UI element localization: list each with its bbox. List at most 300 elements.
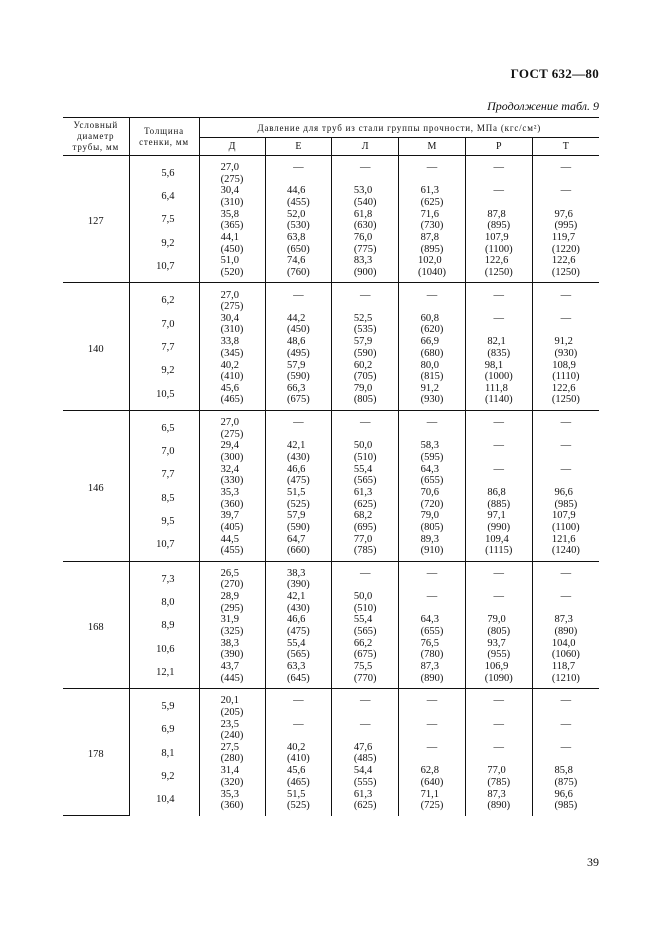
pressure-kgf bbox=[293, 174, 304, 186]
pressure-kgf: (1100) bbox=[552, 521, 580, 533]
pressure-kgf: (1110) bbox=[552, 371, 580, 383]
diameter-group bbox=[63, 283, 599, 410]
pressure-kgf: (770) bbox=[353, 672, 377, 684]
pressure-kgf: (590) bbox=[287, 521, 310, 533]
pressure-kgf: (455) bbox=[287, 196, 310, 208]
pressure-cell bbox=[465, 788, 532, 815]
wall-thickness-cell: 9,2 bbox=[129, 359, 199, 382]
pressure-kgf: (1090) bbox=[484, 672, 513, 684]
pressure-mpa: — bbox=[560, 185, 572, 197]
pressure-mpa: — bbox=[359, 417, 371, 429]
pressure-mpa: 107,9 bbox=[484, 232, 509, 244]
pressure-mpa: — bbox=[359, 289, 371, 301]
pressure-mpa: 80,0 bbox=[420, 359, 439, 371]
pressure-mpa: 87,8 bbox=[487, 208, 506, 220]
wall-thickness-cell: 8,9 bbox=[129, 614, 199, 637]
pressure-kgf: (1250) bbox=[551, 394, 580, 406]
pressure-cell bbox=[465, 336, 532, 359]
pressure-mpa: 44,5 bbox=[220, 533, 239, 545]
pressure-mpa: 55,4 bbox=[353, 463, 373, 475]
pressure-kgf: (630) bbox=[353, 220, 377, 232]
pressure-cell bbox=[332, 313, 399, 336]
pressure-cell bbox=[532, 383, 599, 411]
pressure-mpa: — bbox=[493, 312, 505, 324]
pressure-kgf bbox=[561, 429, 572, 441]
pressure-mpa: 44,6 bbox=[287, 185, 306, 197]
table-row bbox=[63, 255, 599, 283]
column-header-diameter: Условный диаметр трубы, мм bbox=[63, 118, 129, 156]
pressure-cell bbox=[332, 383, 399, 411]
table-row bbox=[63, 209, 599, 232]
pressure-mpa: 27,5 bbox=[220, 741, 239, 753]
wall-thickness-cell: 6,9 bbox=[129, 719, 199, 742]
pressure-cell bbox=[199, 614, 265, 637]
pressure-cell bbox=[532, 313, 599, 336]
pressure-cell bbox=[265, 661, 332, 689]
pressure-mpa: 89,3 bbox=[420, 533, 439, 545]
pressure-mpa: — bbox=[426, 417, 438, 429]
pressure-cell bbox=[265, 313, 332, 336]
pressure-mpa: 33,8 bbox=[220, 336, 239, 348]
pressure-mpa: 35,3 bbox=[220, 788, 239, 800]
pressure-kgf: (475) bbox=[287, 625, 310, 637]
pressure-kgf: (625) bbox=[353, 800, 377, 812]
pressure-cell bbox=[532, 765, 599, 788]
pressure-mpa: — bbox=[359, 567, 371, 579]
pressure-cell bbox=[465, 614, 532, 637]
pressure-cell bbox=[465, 359, 532, 382]
pressure-cell bbox=[399, 614, 466, 637]
pressure-kgf: (410) bbox=[220, 371, 244, 383]
pressure-kgf: (455) bbox=[220, 545, 244, 557]
pressure-kgf: (985) bbox=[554, 498, 578, 510]
pressure-kgf: (705) bbox=[353, 371, 377, 383]
pressure-mpa: 79,0 bbox=[353, 382, 373, 394]
pressure-cell bbox=[532, 719, 599, 742]
pressure-cell bbox=[465, 464, 532, 487]
pressure-mpa: — bbox=[293, 162, 304, 174]
pressure-cell bbox=[199, 638, 265, 661]
pressure-mpa: 61,3 bbox=[353, 487, 373, 498]
pressure-cell bbox=[399, 156, 466, 186]
pressure-kgf: (270) bbox=[220, 579, 244, 591]
wall-thickness-cell: 8,0 bbox=[129, 591, 199, 614]
table-row bbox=[63, 313, 599, 336]
pressure-mpa: — bbox=[560, 440, 572, 452]
column-header-wall-thickness: Толщина стенки, мм bbox=[129, 118, 199, 156]
pressure-cell bbox=[199, 255, 265, 283]
pressure-kgf: (890) bbox=[487, 800, 511, 812]
pressure-mpa: — bbox=[426, 741, 438, 753]
pressure-kgf: (485) bbox=[353, 753, 377, 765]
pressure-mpa: 76,0 bbox=[353, 232, 373, 244]
pressure-cell bbox=[532, 661, 599, 689]
pressure-mpa: 91,2 bbox=[554, 336, 573, 348]
pressure-kgf bbox=[427, 707, 438, 719]
pressure-mpa: 79,0 bbox=[487, 614, 506, 626]
pressure-cell bbox=[532, 336, 599, 359]
pressure-cell bbox=[332, 487, 399, 510]
pressure-kgf: (535) bbox=[353, 324, 377, 336]
wall-thickness-cell: 7,3 bbox=[129, 561, 199, 591]
pressure-kgf: (725) bbox=[420, 800, 444, 812]
pressure-cell bbox=[332, 440, 399, 463]
pressure-mpa: — bbox=[560, 162, 572, 174]
wall-thickness-cell: 10,6 bbox=[129, 638, 199, 661]
table-row bbox=[63, 719, 599, 742]
pressure-cell bbox=[532, 591, 599, 614]
pressure-kgf bbox=[561, 452, 572, 464]
table-row bbox=[63, 661, 599, 689]
table-row bbox=[63, 359, 599, 382]
pressure-kgf: (1210) bbox=[551, 672, 580, 684]
pressure-kgf: (520) bbox=[220, 266, 244, 278]
pressure-cell bbox=[332, 336, 399, 359]
wall-thickness-cell: 7,0 bbox=[129, 313, 199, 336]
pressure-kgf: (590) bbox=[353, 347, 377, 359]
pressure-mpa: 27,0 bbox=[220, 289, 239, 301]
pressure-kgf: (775) bbox=[353, 243, 377, 255]
pressure-cell bbox=[399, 638, 466, 661]
pressure-cell bbox=[532, 638, 599, 661]
pressure-kgf: (510) bbox=[353, 451, 377, 463]
table-row bbox=[63, 440, 599, 463]
pressure-cell bbox=[265, 689, 332, 719]
pressure-mpa: 32,4 bbox=[220, 463, 239, 475]
pressure-mpa: 77,0 bbox=[353, 533, 373, 545]
pressure-mpa: — bbox=[293, 695, 304, 707]
pressure-mpa: — bbox=[560, 289, 572, 301]
pressure-cell bbox=[199, 359, 265, 382]
wall-thickness-cell: 7,0 bbox=[129, 440, 199, 463]
pressure-kgf: (360) bbox=[220, 498, 244, 510]
pressure-cell bbox=[199, 383, 265, 411]
table-row bbox=[63, 765, 599, 788]
pressure-mpa: 122,6 bbox=[551, 255, 576, 267]
pressure-kgf bbox=[561, 197, 572, 209]
pressure-kgf: (540) bbox=[353, 196, 377, 208]
pressure-mpa: 50,0 bbox=[353, 591, 373, 603]
pressure-cell bbox=[332, 591, 399, 614]
pressure-mpa: — bbox=[560, 591, 572, 603]
pressure-kgf bbox=[494, 707, 505, 719]
pressure-cell bbox=[265, 719, 332, 742]
pressure-mpa: 63,3 bbox=[287, 661, 306, 673]
diameter-group bbox=[63, 156, 599, 283]
pressure-cell bbox=[332, 661, 399, 689]
pressure-mpa: 51,5 bbox=[287, 487, 306, 498]
pressure-kgf: (655) bbox=[420, 475, 444, 487]
pressure-kgf: (1040) bbox=[417, 266, 446, 278]
pressure-kgf bbox=[561, 603, 572, 615]
pressure-kgf: (565) bbox=[353, 475, 377, 487]
pressure-mpa: 102,0 bbox=[417, 255, 442, 267]
pressure-mpa: 97,6 bbox=[554, 208, 573, 220]
pressure-cell bbox=[265, 487, 332, 510]
pressure-mpa: 71,1 bbox=[420, 788, 439, 800]
pressure-kgf: (450) bbox=[287, 324, 310, 336]
pressure-cell bbox=[399, 487, 466, 510]
pressure-kgf: (295) bbox=[220, 602, 244, 614]
grade-header: Р bbox=[465, 138, 532, 156]
pressure-kgf: (1250) bbox=[551, 266, 580, 278]
pressure-mpa: 64,7 bbox=[287, 533, 306, 545]
pressure-kgf bbox=[494, 452, 505, 464]
pressure-kgf: (240) bbox=[220, 730, 244, 742]
pressure-mpa: 55,4 bbox=[287, 637, 306, 649]
pressure-kgf: (785) bbox=[353, 545, 377, 557]
wall-thickness-cell: 6,4 bbox=[129, 185, 199, 208]
pressure-cell bbox=[465, 185, 532, 208]
pressure-mpa: — bbox=[560, 417, 572, 429]
pressure-kgf: (1060) bbox=[551, 649, 580, 661]
pressure-mpa: 43,7 bbox=[220, 661, 239, 673]
pressure-cell bbox=[465, 156, 532, 186]
pressure-cell bbox=[265, 185, 332, 208]
pressure-kgf: (930) bbox=[554, 347, 578, 359]
pressure-mpa: 82,1 bbox=[487, 336, 506, 348]
pressure-kgf bbox=[494, 579, 505, 591]
pressure-kgf: (680) bbox=[420, 347, 444, 359]
pressure-kgf: (1250) bbox=[484, 266, 513, 278]
wall-thickness-cell: 9,5 bbox=[129, 510, 199, 533]
pressure-kgf: (780) bbox=[420, 649, 444, 661]
table-row bbox=[63, 410, 599, 440]
pressure-cell bbox=[265, 765, 332, 788]
pressure-cell bbox=[265, 336, 332, 359]
table-row bbox=[63, 232, 599, 255]
pressure-kgf: (275) bbox=[220, 301, 244, 313]
pressure-cell bbox=[199, 283, 265, 313]
pressure-cell bbox=[332, 410, 399, 440]
table-row bbox=[63, 533, 599, 561]
pressure-cell bbox=[199, 232, 265, 255]
table-row bbox=[63, 638, 599, 661]
pressure-kgf: (955) bbox=[487, 649, 511, 661]
pressure-cell bbox=[199, 591, 265, 614]
pressure-mpa: 46,6 bbox=[287, 463, 306, 475]
pressure-kgf bbox=[561, 707, 572, 719]
pressure-mpa: — bbox=[293, 289, 304, 301]
table-row bbox=[63, 510, 599, 533]
pressure-cell bbox=[399, 283, 466, 313]
grade-header: Д bbox=[199, 138, 265, 156]
pressure-kgf: (990) bbox=[487, 521, 511, 533]
pressure-cell bbox=[332, 719, 399, 742]
pressure-kgf: (730) bbox=[420, 220, 444, 232]
pressure-kgf: (365) bbox=[220, 220, 244, 232]
pressure-mpa: — bbox=[359, 162, 371, 174]
pressure-cell bbox=[199, 788, 265, 815]
pressure-kgf: (320) bbox=[220, 776, 244, 788]
pressure-mpa: 31,9 bbox=[220, 614, 239, 626]
pressure-mpa: 109,4 bbox=[485, 533, 509, 545]
pressure-kgf bbox=[494, 730, 505, 742]
pressure-cell bbox=[532, 255, 599, 283]
pressure-cell bbox=[532, 742, 599, 765]
table-row bbox=[63, 283, 599, 313]
pressure-kgf: (495) bbox=[287, 347, 310, 359]
pressure-cell bbox=[399, 788, 466, 815]
pressure-cell bbox=[265, 410, 332, 440]
pressure-cell bbox=[265, 209, 332, 232]
wall-thickness-cell: 6,2 bbox=[129, 283, 199, 313]
pressure-cell bbox=[399, 255, 466, 283]
pressure-mpa: — bbox=[426, 162, 438, 174]
table-row bbox=[63, 689, 599, 719]
wall-thickness-cell: 7,5 bbox=[129, 209, 199, 232]
pressure-cell bbox=[465, 719, 532, 742]
pressure-kgf: (995) bbox=[554, 220, 578, 232]
pressure-mpa: 119,7 bbox=[551, 232, 576, 244]
pressure-cell bbox=[199, 185, 265, 208]
pressure-mpa: 38,3 bbox=[287, 567, 306, 579]
pressure-cell bbox=[199, 440, 265, 463]
pressure-mpa: 30,4 bbox=[220, 312, 239, 324]
pressure-cell bbox=[199, 742, 265, 765]
pressure-kgf: (895) bbox=[487, 220, 511, 232]
pressure-kgf bbox=[494, 429, 505, 441]
grade-header: Е bbox=[265, 138, 332, 156]
pressure-kgf: (280) bbox=[220, 753, 244, 765]
pressure-cell bbox=[532, 487, 599, 510]
pressure-cell bbox=[532, 533, 599, 561]
wall-thickness-cell: 10,4 bbox=[129, 788, 199, 815]
pressure-cell bbox=[199, 533, 265, 561]
pressure-mpa: — bbox=[493, 463, 505, 475]
pressure-mpa: 111,8 bbox=[484, 382, 508, 394]
pressure-mpa: 29,4 bbox=[220, 440, 239, 452]
pressure-kgf: (465) bbox=[220, 394, 244, 406]
pressure-kgf: (525) bbox=[287, 498, 310, 510]
pressure-kgf: (390) bbox=[287, 579, 310, 591]
table-row bbox=[63, 185, 599, 208]
pressure-kgf: (675) bbox=[287, 394, 310, 406]
pressure-cell bbox=[399, 209, 466, 232]
pressure-kgf bbox=[427, 301, 438, 313]
pressure-mpa: 50,0 bbox=[353, 440, 373, 452]
pressure-kgf bbox=[427, 603, 438, 615]
pressure-mpa: — bbox=[293, 417, 304, 429]
pressure-table bbox=[63, 117, 599, 816]
pressure-cell bbox=[265, 561, 332, 591]
diameter-group bbox=[63, 561, 599, 688]
pressure-cell bbox=[465, 591, 532, 614]
pressure-kgf: (445) bbox=[220, 672, 244, 684]
pressure-kgf: (565) bbox=[287, 649, 310, 661]
pressure-mpa: 87,3 bbox=[487, 788, 506, 800]
pressure-cell bbox=[532, 283, 599, 313]
pressure-mpa: 55,4 bbox=[353, 614, 373, 626]
pressure-cell bbox=[465, 510, 532, 533]
pressure-kgf bbox=[360, 730, 371, 742]
pressure-mpa: 26,5 bbox=[220, 567, 239, 579]
wall-thickness-cell: 5,6 bbox=[129, 156, 199, 186]
pressure-mpa: 44,2 bbox=[287, 312, 306, 324]
pressure-mpa: — bbox=[493, 695, 505, 707]
pressure-cell bbox=[265, 232, 332, 255]
pressure-mpa: 68,2 bbox=[353, 510, 373, 522]
pressure-mpa: — bbox=[426, 567, 438, 579]
pressure-kgf: (1000) bbox=[484, 371, 513, 383]
page-number: 39 bbox=[587, 855, 599, 869]
pressure-kgf: (660) bbox=[287, 545, 310, 557]
pressure-mpa: — bbox=[426, 718, 438, 730]
pressure-kgf bbox=[427, 730, 438, 742]
pressure-mpa: 51,0 bbox=[220, 255, 239, 267]
pressure-cell bbox=[532, 689, 599, 719]
diameter-group bbox=[63, 410, 599, 561]
pressure-mpa: — bbox=[560, 312, 572, 324]
pressure-cell bbox=[399, 719, 466, 742]
pressure-mpa: 122,6 bbox=[551, 382, 576, 394]
pressure-kgf bbox=[494, 475, 505, 487]
pressure-kgf bbox=[360, 707, 371, 719]
pressure-mpa: 63,8 bbox=[287, 232, 306, 244]
pressure-mpa: 54,4 bbox=[353, 765, 373, 777]
pressure-kgf: (330) bbox=[220, 475, 244, 487]
column-header-pressure: Давление для труб из стали группы прочности, МПа (кгс/см²) bbox=[199, 118, 599, 138]
pressure-mpa: 45,6 bbox=[287, 765, 306, 777]
pressure-cell bbox=[332, 255, 399, 283]
pressure-mpa: 52,0 bbox=[287, 208, 306, 220]
pressure-cell bbox=[332, 765, 399, 788]
pressure-cell bbox=[532, 464, 599, 487]
pressure-kgf: (875) bbox=[554, 776, 578, 788]
pressure-mpa: 52,5 bbox=[353, 312, 373, 324]
pressure-kgf: (530) bbox=[287, 220, 310, 232]
pressure-mpa: 39,7 bbox=[220, 510, 239, 522]
pressure-kgf: (525) bbox=[287, 800, 310, 812]
pressure-mpa: 48,6 bbox=[287, 336, 306, 348]
pressure-cell bbox=[399, 313, 466, 336]
diameter-cell: 127 bbox=[63, 156, 129, 283]
pressure-cell bbox=[465, 638, 532, 661]
wall-thickness-cell: 10,7 bbox=[129, 255, 199, 283]
pressure-kgf: (405) bbox=[220, 521, 244, 533]
pressure-kgf: (675) bbox=[353, 649, 377, 661]
pressure-kgf bbox=[293, 301, 304, 313]
pressure-cell bbox=[399, 689, 466, 719]
pressure-cell bbox=[465, 440, 532, 463]
pressure-mpa: 71,6 bbox=[420, 208, 439, 220]
pressure-cell bbox=[332, 638, 399, 661]
pressure-kgf: (430) bbox=[287, 451, 310, 463]
pressure-kgf bbox=[494, 174, 505, 186]
wall-thickness-cell: 9,2 bbox=[129, 232, 199, 255]
table-continuation-note: Продолжение табл. 9 bbox=[487, 99, 599, 113]
pressure-cell bbox=[465, 209, 532, 232]
pressure-cell bbox=[532, 359, 599, 382]
pressure-cell bbox=[265, 788, 332, 815]
pressure-cell bbox=[332, 232, 399, 255]
pressure-kgf: (645) bbox=[287, 672, 310, 684]
pressure-cell bbox=[465, 742, 532, 765]
pressure-cell bbox=[399, 336, 466, 359]
pressure-kgf: (625) bbox=[353, 498, 377, 510]
table-row bbox=[63, 742, 599, 765]
pressure-cell bbox=[199, 336, 265, 359]
pressure-mpa: 121,6 bbox=[551, 533, 576, 545]
pressure-mpa: 75,5 bbox=[353, 661, 373, 673]
pressure-kgf: (835) bbox=[487, 347, 511, 359]
pressure-cell bbox=[199, 765, 265, 788]
pressure-cell bbox=[399, 591, 466, 614]
pressure-kgf: (475) bbox=[287, 475, 310, 487]
pressure-mpa: 85,8 bbox=[554, 765, 573, 777]
pressure-mpa: — bbox=[359, 718, 371, 730]
pressure-cell bbox=[332, 533, 399, 561]
